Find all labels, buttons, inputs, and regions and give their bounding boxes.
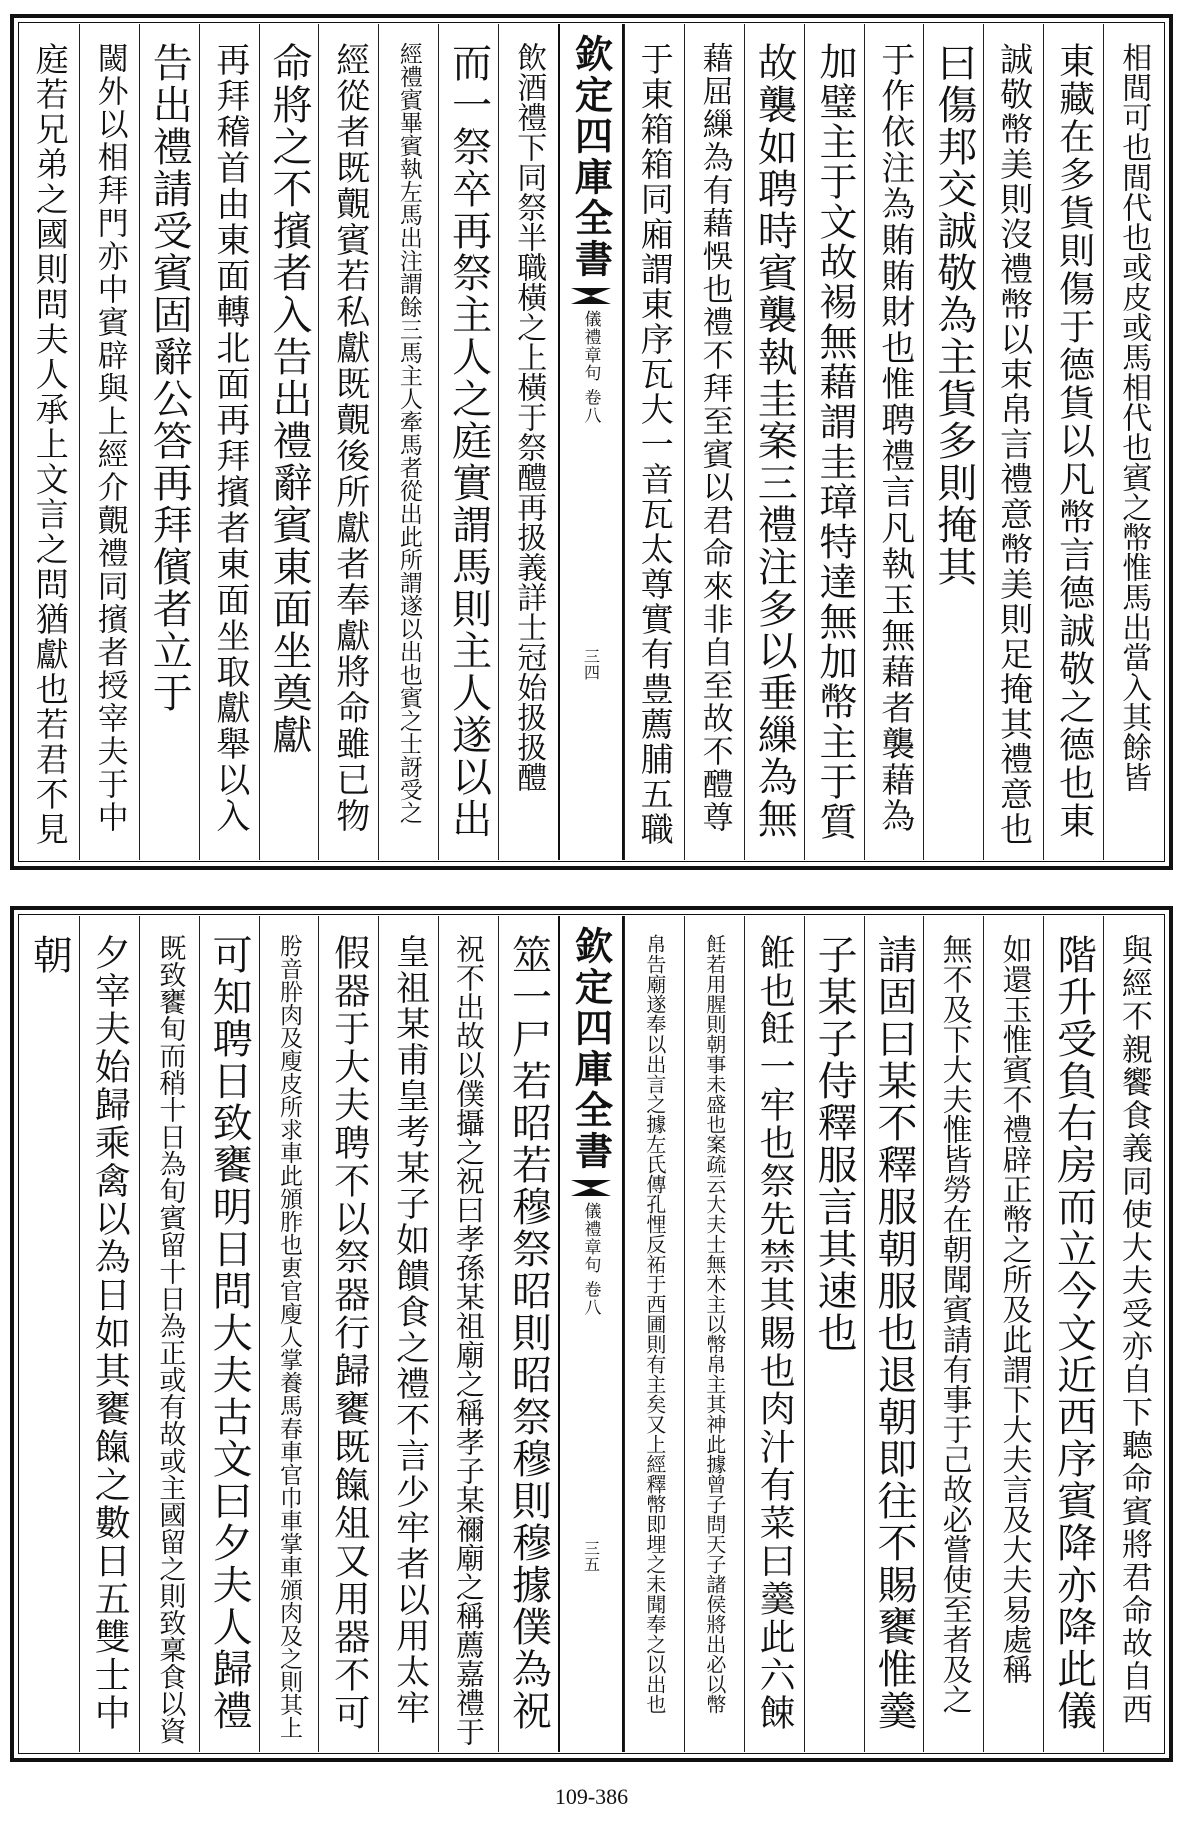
center-strip	[558, 24, 624, 860]
column-text: 肹音肸肉及廋皮所求車此頒胙也叀官廋人掌養馬春車官巾車掌車頒肉及之則其上	[276, 934, 303, 1739]
top-text-columns	[20, 24, 1163, 860]
column-text: 告出禮請受賓固辭公答再拜儐者立于	[146, 42, 193, 714]
text-column	[983, 916, 1043, 1752]
column-text: 既致饔旬而稍十日為旬賓留十日為正或有故或主國留之則致稟食以資	[154, 934, 186, 1744]
leaf-number: 三五	[581, 1540, 601, 1572]
text-column	[1043, 916, 1103, 1752]
text-column	[79, 24, 139, 860]
text-column	[438, 916, 498, 1752]
column-text: 假器于大夫聘不以祭器行歸饔既餼俎又用器不可	[328, 934, 370, 1732]
center-strip	[558, 916, 624, 1752]
column-text: 誠敬幣美則沒禮幣以束帛言禮意幣美則足掩其禮意也	[995, 42, 1035, 847]
column-text: 祝不出故以僕攝之祝曰孝孫某祖廟之稱孝子某禰廟之稱薦嘉禮于	[451, 934, 486, 1746]
text-column	[79, 916, 139, 1752]
center-subtitle: 儀禮章句 卷八	[580, 1202, 601, 1317]
column-text: 經禮賓畢賓執左馬出注謂餘三馬主人牽馬者從出此所謂遂以出也賓之士訝受之	[395, 42, 422, 824]
column-text: 曰傷邦交誠敬為主貨多則掩其	[930, 42, 977, 588]
top-page	[10, 14, 1173, 870]
column-text: 子某子侍釋服言其速也	[811, 934, 858, 1354]
text-column	[498, 24, 558, 860]
bottom-text-columns	[20, 916, 1163, 1752]
text-column	[684, 24, 744, 860]
text-column	[624, 916, 684, 1752]
column-text: 再拜稽首由東面轉北面再拜擯者東面坐取獻舉以入	[209, 42, 250, 834]
text-column	[804, 24, 864, 860]
column-text: 請固曰某不釋服朝服也退朝即往不賜饔惟羹	[870, 934, 917, 1732]
text-column	[1043, 24, 1103, 860]
column-text: 經從者既覿賓若私獻既覿後所獻者奉獻將命雖已物	[329, 42, 370, 834]
fish-tail-ornament-icon	[571, 1180, 611, 1196]
text-column	[378, 916, 438, 1752]
text-column	[864, 916, 924, 1752]
text-column	[804, 916, 864, 1752]
leaf-number: 三四	[581, 648, 601, 680]
text-column	[259, 916, 319, 1752]
page-number: 109-386	[554, 1784, 629, 1809]
text-column	[199, 916, 259, 1752]
column-text: 夕宰夫始歸乘禽以為日如其饔餼之數日五雙士中	[89, 934, 131, 1732]
column-text: 皇祖某甫皇考某子如饋食之禮不言少牢者以用太牢	[389, 934, 430, 1726]
column-text: 如還玉惟賓不禮辟正幣之所及此謂下大夫言及大夫易處稱	[996, 934, 1032, 1684]
column-text: 飲酒禮下同祭半職橫之上橫于祭醴再扱義詳士冠始扱扱醴	[511, 42, 547, 792]
column-text: 餁也飪一牢也祭先禁其賜也肉汁有菜曰羹此六餗	[754, 934, 796, 1732]
text-column	[923, 916, 983, 1752]
column-text: 帛告廟遂奉以出言之據左氏傳孔悝反祏于西圃則有主矣又上經釋幣即埋之未聞奉之以出也	[642, 934, 667, 1714]
text-column	[864, 24, 924, 860]
text-column	[1103, 916, 1163, 1752]
text-column	[983, 24, 1043, 860]
column-text: 筮一尸若昭若穆祭昭則昭祭穆則穆據僕為祝	[505, 934, 552, 1732]
column-text: 東藏在多貨則傷于德貨以凡幣言德誠敬之德也東	[1053, 42, 1095, 840]
column-text: 與經不親饗食義同使大夫受亦自下聽命賓將君命故自西	[1115, 934, 1152, 1726]
text-column	[318, 916, 378, 1752]
text-column	[20, 24, 79, 860]
text-column	[498, 916, 558, 1752]
column-text: 而一祭卒再祭主人之庭實謂馬則主人遂以出	[445, 42, 492, 840]
text-column	[199, 24, 259, 860]
column-text: 故襲如聘時賓襲執圭案三禮注多以垂繅為無	[751, 42, 798, 840]
column-text: 閾外以相拜門亦中賓辟與上經介覿禮同擯者授宰夫于中	[91, 42, 128, 834]
column-text: 于東箱箱同廂謂東序瓦大一音瓦太尊實有豊薦脯五職	[635, 42, 675, 847]
text-column	[744, 916, 804, 1752]
text-column	[438, 24, 498, 860]
column-text: 庭若兄弟之國則問夫人承上文言之問猶獻也若君不見	[30, 42, 70, 847]
text-column	[20, 916, 79, 1752]
center-title: 欽定四庫全書	[568, 34, 614, 280]
column-text: 相間可也間代也或皮或馬相代也賓之幣惟馬出當入其餘皆	[1116, 42, 1152, 792]
text-column	[259, 24, 319, 860]
text-column	[139, 916, 199, 1752]
text-column	[624, 24, 684, 860]
text-column	[378, 24, 438, 860]
column-text: 于作依注為賄賄財也惟聘禮言凡執玉無藉者襲藉為	[874, 42, 915, 834]
column-text: 加璧主于文故裼無藉謂圭璋特達無加幣主于質	[813, 42, 858, 842]
column-text: 階升受負右房而立今文近西序賓降亦降此儀	[1050, 934, 1097, 1732]
column-text: 飪若用腥則朝事未盛也案疏云大夫士無木主以幣帛主其神此據曾子問天子諸侯將出必以幣	[702, 934, 727, 1714]
fish-tail-ornament-icon	[571, 288, 611, 304]
text-column	[318, 24, 378, 860]
text-column	[139, 24, 199, 860]
column-text: 可知聘日致饔明日問大夫古文曰夕夫人歸禮	[206, 934, 253, 1732]
column-text: 命將之不擯者入告出禮辭賓東面坐奠獻	[265, 42, 312, 756]
column-text: 藉屈繅為有藉悞也禮不拜至賓以君命來非自至故不醴尊	[696, 42, 733, 834]
bottom-page	[10, 906, 1173, 1762]
text-column	[684, 916, 744, 1752]
text-column	[923, 24, 983, 860]
center-subtitle: 儀禮章句 卷八	[580, 310, 601, 425]
column-text: 朝	[26, 934, 73, 976]
text-column	[744, 24, 804, 860]
center-title: 欽定四庫全書	[568, 926, 614, 1172]
column-text: 無不及下大夫惟皆勞在朝聞賓請有事于己故必嘗使至者及之	[936, 934, 972, 1714]
text-column	[1103, 24, 1163, 860]
